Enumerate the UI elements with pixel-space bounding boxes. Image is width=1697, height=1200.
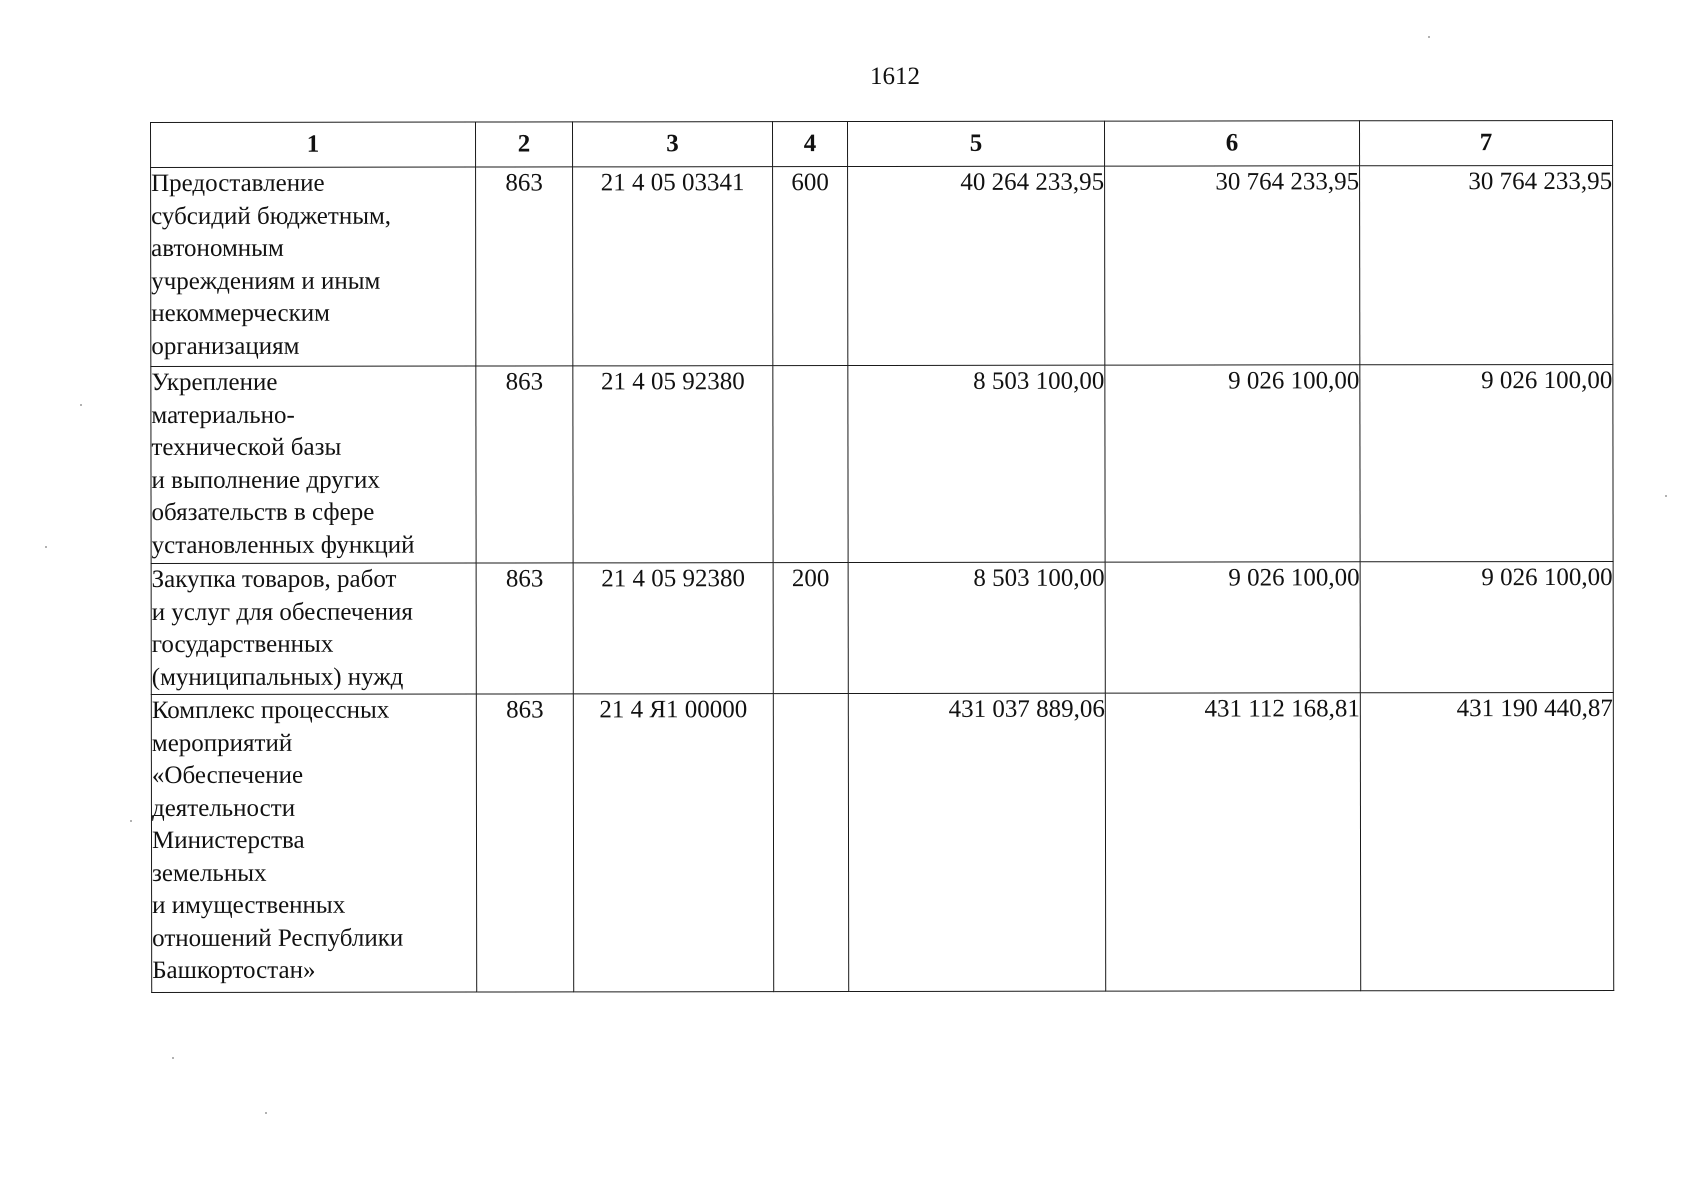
target-article-cell: 21 4 Я1 00000 xyxy=(573,694,773,992)
table-row xyxy=(151,165,1613,366)
scan-speck xyxy=(45,546,47,548)
column-header-6: 6 xyxy=(1104,121,1359,166)
ministry-code-cell: 863 xyxy=(476,366,573,563)
ministry-code-cell: 863 xyxy=(476,694,573,992)
expense-type-cell xyxy=(773,694,848,992)
ministry-code-cell: 863 xyxy=(476,167,573,366)
expense-type-cell: 200 xyxy=(773,563,848,694)
row-name-line: Министерства xyxy=(151,826,305,854)
row-name-line: отношений Республики xyxy=(152,924,404,952)
amount-col7-cell: 9 026 100,00 xyxy=(1360,364,1613,561)
ministry-code-cell: 863 xyxy=(476,563,573,694)
column-header-2: 2 xyxy=(476,122,573,167)
table-row xyxy=(151,561,1613,694)
row-name-line: автономным xyxy=(151,234,284,262)
amount-col7-cell: 30 764 233,95 xyxy=(1360,165,1613,364)
row-name-line: организациям xyxy=(151,332,300,360)
row-name-line: субсидий бюджетным, xyxy=(151,202,392,230)
column-header-3: 3 xyxy=(573,122,773,167)
row-name-line: и выполнение других xyxy=(151,466,380,494)
scan-speck xyxy=(130,820,132,822)
scan-speck xyxy=(80,404,82,406)
row-name-line: Предоставление xyxy=(151,169,325,197)
row-name-line: деятельности xyxy=(151,794,296,822)
column-header-1: 1 xyxy=(151,122,476,167)
header-row xyxy=(151,120,1613,167)
row-name-line: Укрепление xyxy=(151,368,278,396)
row-name-line: материально- xyxy=(151,401,295,429)
column-header-7: 7 xyxy=(1359,120,1612,165)
amount-col6-cell: 9 026 100,00 xyxy=(1105,365,1360,562)
row-name-line: установленных функций xyxy=(151,531,415,559)
expense-type-cell: 600 xyxy=(773,167,848,366)
target-article-cell: 21 4 05 92380 xyxy=(573,366,773,563)
row-name-line: мероприятий xyxy=(151,729,293,757)
row-name-line: Закупка товаров, работ xyxy=(151,565,397,593)
column-header-5: 5 xyxy=(848,121,1105,166)
table-row xyxy=(151,364,1613,563)
target-article-cell: 21 4 05 92380 xyxy=(573,563,773,694)
row-name-cell xyxy=(151,366,476,563)
row-name-line: «Обеспечение xyxy=(151,761,304,789)
row-name-line: и имущественных xyxy=(152,891,346,919)
row-name-line: обязательств в сфере xyxy=(151,498,375,526)
budget-table xyxy=(150,120,1614,993)
row-name-line: Комплекс процессных xyxy=(151,696,390,724)
amount-col5-cell: 8 503 100,00 xyxy=(848,365,1105,562)
amount-col5-cell: 431 037 889,06 xyxy=(848,693,1105,991)
row-name-line: и услуг для обеспечения xyxy=(151,598,413,626)
row-name-line: технической базы xyxy=(151,433,342,461)
row-name-line: Башкортостан» xyxy=(152,956,316,984)
row-name-cell xyxy=(151,167,476,366)
row-name-line: учреждениям и иным xyxy=(151,267,381,295)
page-number: 1612 xyxy=(870,63,920,90)
row-name-line: некоммерческим xyxy=(151,299,331,327)
row-name-line: (муниципальных) нужд xyxy=(151,663,404,691)
row-name-cell xyxy=(151,694,476,992)
amount-col7-cell: 9 026 100,00 xyxy=(1360,561,1613,692)
scan-speck xyxy=(172,1057,174,1059)
amount-col5-cell: 8 503 100,00 xyxy=(848,562,1105,693)
amount-col6-cell: 30 764 233,95 xyxy=(1105,166,1360,365)
row-name-cell xyxy=(151,563,476,694)
scan-speck xyxy=(265,1112,267,1114)
amount-col6-cell: 9 026 100,00 xyxy=(1105,562,1360,693)
table-row xyxy=(151,692,1613,992)
target-article-cell: 21 4 05 03341 xyxy=(573,167,773,366)
row-name-line: государственных xyxy=(151,630,334,658)
amount-col7-cell: 431 190 440,87 xyxy=(1360,692,1613,990)
column-header-4: 4 xyxy=(773,122,848,167)
scan-speck xyxy=(1665,495,1667,497)
expense-type-cell xyxy=(773,366,848,563)
scan-speck xyxy=(1428,36,1430,38)
row-name-line: земельных xyxy=(152,859,267,887)
amount-col6-cell: 431 112 168,81 xyxy=(1105,693,1360,991)
amount-col5-cell: 40 264 233,95 xyxy=(848,166,1105,365)
